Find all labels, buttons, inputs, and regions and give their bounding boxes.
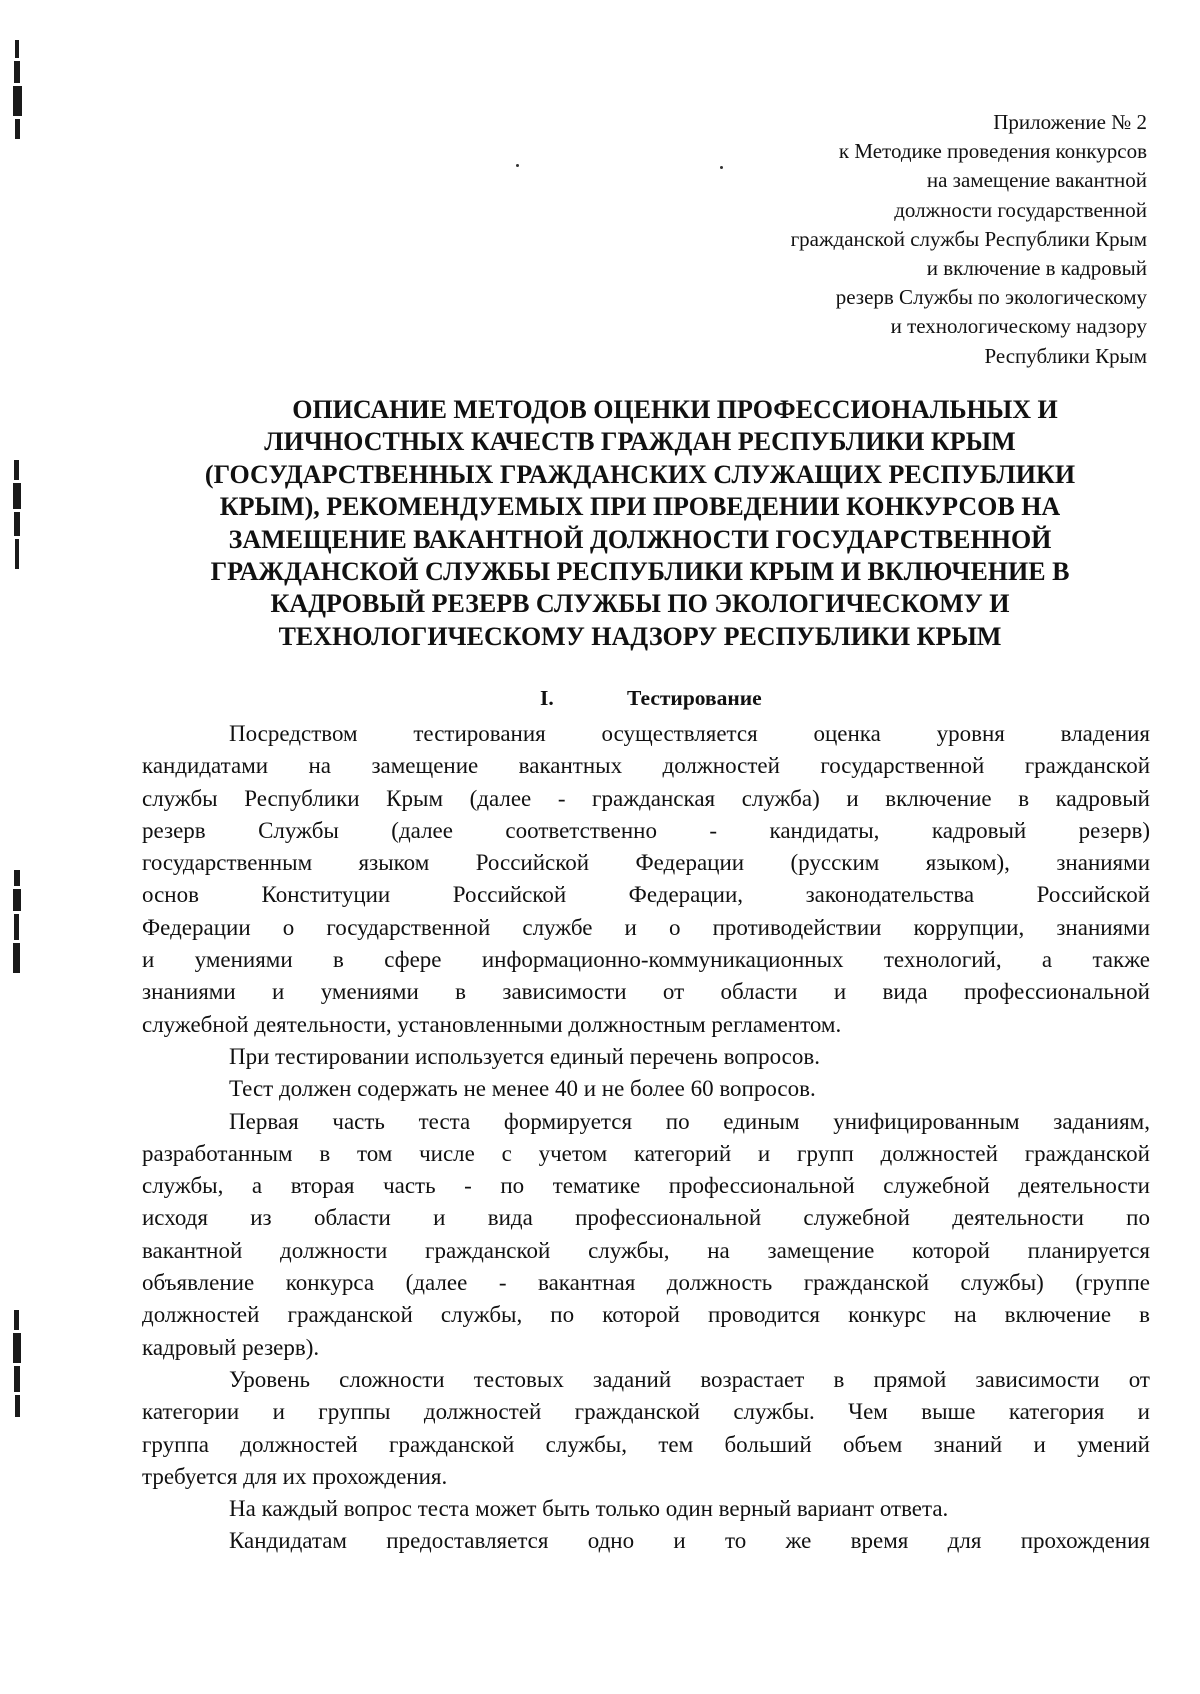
paragraph-line: группа должностей гражданской службы, тем больший объем знаний и умений (142, 1431, 1150, 1457)
title-line: ТЕХНОЛОГИЧЕСКОМУ НАДЗОРУ РЕСПУБЛИКИ КРЫМ (278, 621, 1002, 651)
paragraph-line: государственным языком Российской Федерации (русским языком), знаниями (142, 850, 1150, 876)
title-line: ГРАЖДАНСКОЙ СЛУЖБЫ РЕСПУБЛИКИ КРЫМ И ВКЛЮЧЕНИЕ В (210, 557, 1070, 587)
paragraph-line: и умениями в сфере информационно-коммуникационных технологий, а также (142, 947, 1150, 973)
paragraph-line: службы Республики Крым (далее - гражданская служба) и включение в кадровый (142, 785, 1150, 811)
appendix-line: Республики Крым (984, 343, 1147, 368)
title-line: КРЫМ), РЕКОМЕНДУЕМЫХ ПРИ ПРОВЕДЕНИИ КОНКУРСОВ НА (219, 492, 1061, 522)
paragraph-line: На каждый вопрос теста может быть только один верный вариант ответа. (229, 1496, 949, 1522)
paragraph-line: службы, а вторая часть - по тематике профессиональной служебной деятельности (142, 1173, 1150, 1199)
appendix-line: Приложение № 2 (993, 110, 1147, 134)
paragraph-line: резерв Службы (далее соответственно - кандидаты, кадровый резерв) (142, 817, 1150, 843)
body-text (142, 718, 1150, 1558)
paragraph-line: разработанным в том числе с учетом категорий и групп должностей гражданской (142, 1140, 1150, 1166)
scan-artifact (10, 460, 24, 572)
section-heading (540, 686, 762, 711)
paragraph-line: Первая часть теста формируется по единым унифицированным заданиям, (229, 1108, 1150, 1134)
scan-speck (516, 164, 519, 167)
paragraph-line: Уровень сложности тестовых заданий возрастает в прямой зависимости от (229, 1366, 1150, 1392)
paragraph-line: основ Конституции Российской Федерации, законодательства Российской (142, 882, 1150, 908)
title-line: ЛИЧНОСТНЫХ КАЧЕСТВ ГРАЖДАН РЕСПУБЛИКИ КРЫМ (264, 427, 1016, 457)
paragraph-line: кадровый резерв). (142, 1334, 320, 1360)
paragraph-line: знаниями и умениями в зависимости от области и вида профессиональной (142, 979, 1150, 1005)
appendix-line: и технологическому надзору (890, 314, 1147, 339)
paragraph-line: Тест должен содержать не менее 40 и не более 60 вопросов. (229, 1076, 816, 1102)
document-title (140, 394, 1140, 653)
paragraph-line: должностей гражданской службы, по которой проводится конкурс на включение в (142, 1302, 1150, 1328)
appendix-line: к Методике проведения конкурсов (838, 139, 1147, 164)
paragraph-line: вакантной должности гражданской службы, на замещение которой планируется (142, 1237, 1150, 1263)
paragraph-line: Посредством тестирования осуществляется оценка уровня владения (229, 721, 1150, 746)
scan-artifact (10, 40, 24, 142)
paragraph-line: категории и группы должностей гражданской службы. Чем выше категория и (142, 1399, 1150, 1425)
appendix-line: гражданской службы Республики Крым (790, 226, 1147, 251)
title-line: ЗАМЕЩЕНИЕ ВАКАНТНОЙ ДОЛЖНОСТИ ГОСУДАРСТВЕННОЙ (228, 524, 1052, 554)
title-line: (ГОСУДАРСТВЕННЫХ ГРАЖДАНСКИХ СЛУЖАЩИХ РЕСПУБЛИКИ (204, 459, 1076, 489)
paragraph-line: требуется для их прохождения. (142, 1463, 448, 1489)
title-line: КАДРОВЫЙ РЕЗЕРВ СЛУЖБЫ ПО ЭКОЛОГИЧЕСКОМУ И (270, 589, 1010, 619)
appendix-line: и включение в кадровый (926, 256, 1147, 281)
appendix-line: должности государственной (894, 197, 1147, 222)
paragraph-line: Федерации о государственной службе и о противодействии коррупции, знаниями (142, 914, 1150, 940)
paragraph-line: При тестировании используется единый перечень вопросов. (229, 1043, 820, 1069)
paragraph-line: исходя из области и вида профессиональной служебной деятельности по (142, 1205, 1150, 1231)
section-title: Тестирование (627, 686, 762, 710)
paragraph-line: служебной деятельности, установленными должностным регламентом. (142, 1011, 842, 1037)
scan-artifact (10, 870, 24, 976)
appendix-header (587, 108, 1147, 371)
appendix-line: резерв Службы по экологическому (835, 285, 1147, 310)
paragraph-line: кандидатами на замещение вакантных должностей государственной гражданской (142, 753, 1150, 779)
paragraph-line: объявление конкурса (далее - вакантная должность гражданской службы) (группе (142, 1270, 1150, 1296)
scan-artifact (10, 1310, 24, 1420)
appendix-line: на замещение вакантной (926, 168, 1147, 193)
paragraph-line: Кандидатам предоставляется одно и то же время для прохождения (229, 1528, 1150, 1554)
title-line: ОПИСАНИЕ МЕТОДОВ ОЦЕНКИ ПРОФЕССИОНАЛЬНЫХ И (292, 395, 1058, 424)
section-number: I. (540, 686, 554, 710)
